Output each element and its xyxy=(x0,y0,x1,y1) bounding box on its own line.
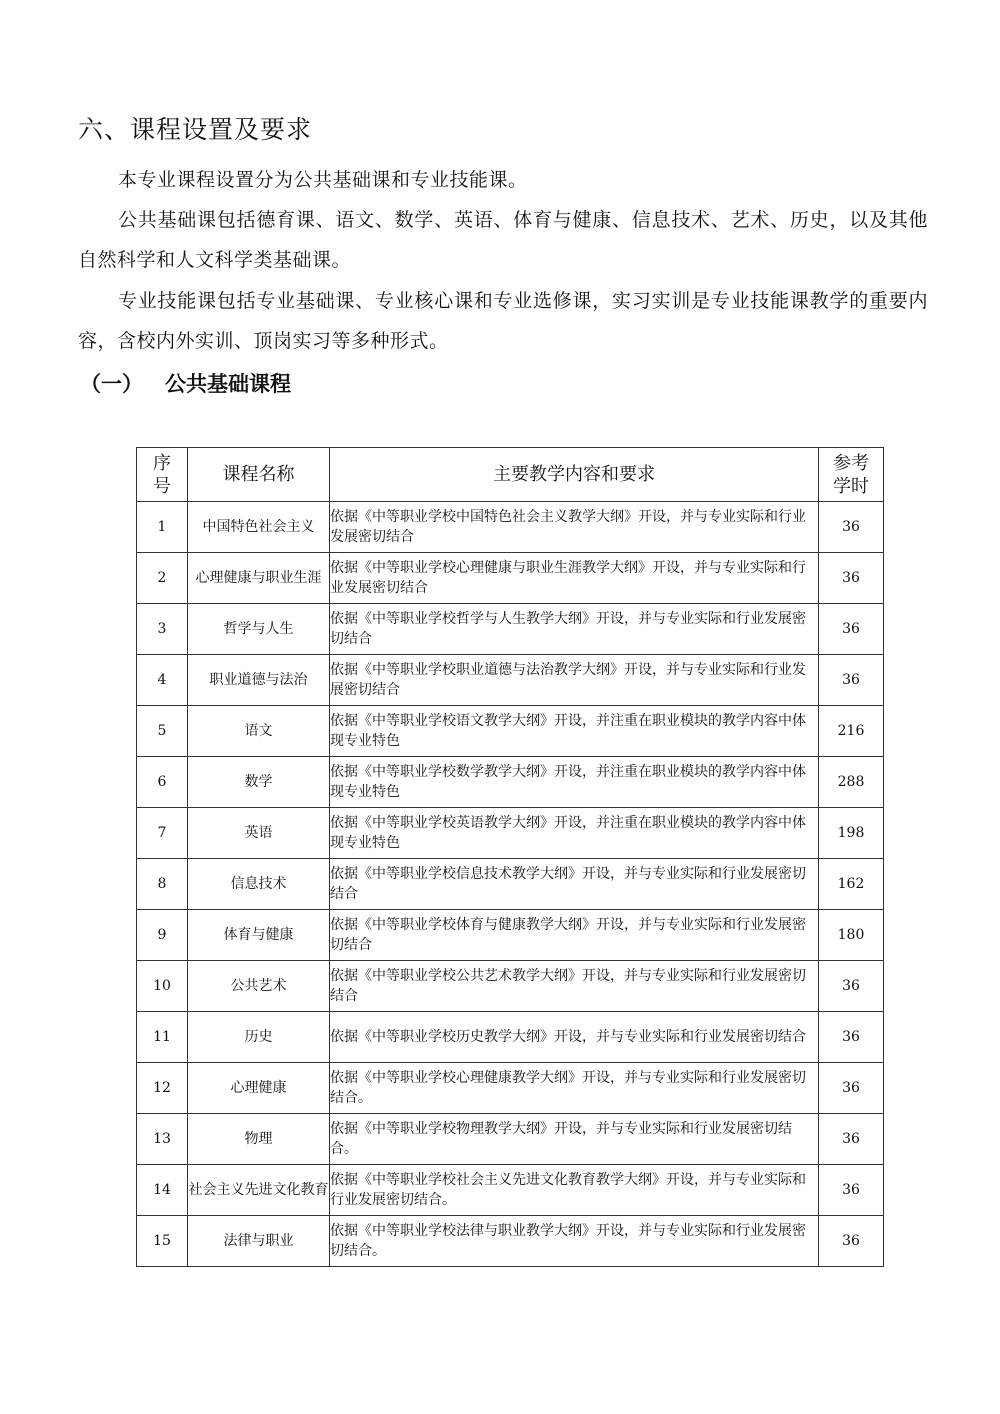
cell-course-name: 数学 xyxy=(188,757,330,808)
table-row xyxy=(137,706,884,757)
cell-hours: 36 xyxy=(819,604,884,655)
cell-content: 依据《中等职业学校信息技术教学大纲》开设，并与专业实际和行业发展密切结合 xyxy=(330,859,819,910)
cell-number: 8 xyxy=(137,859,188,910)
cell-number: 2 xyxy=(137,553,188,604)
cell-content: 依据《中等职业学校英语教学大纲》开设，并注重在职业模块的教学内容中体现专业特色 xyxy=(330,808,819,859)
table-row xyxy=(137,1012,884,1063)
cell-hours: 36 xyxy=(819,655,884,706)
cell-course-name: 哲学与人生 xyxy=(188,604,330,655)
table-row xyxy=(137,1165,884,1216)
section-title: 公共基础课程 xyxy=(165,372,291,396)
section-heading xyxy=(80,366,291,402)
cell-course-name: 中国特色社会主义 xyxy=(188,502,330,553)
cell-course-name: 心理健康 xyxy=(188,1063,330,1114)
table-body xyxy=(137,502,884,1267)
cell-hours: 162 xyxy=(819,859,884,910)
cell-number: 11 xyxy=(137,1012,188,1063)
table-header-row xyxy=(137,448,884,502)
cell-content: 依据《中等职业学校物理教学大纲》开设，并与专业实际和行业发展密切结合。 xyxy=(330,1114,819,1165)
cell-number: 4 xyxy=(137,655,188,706)
cell-course-name: 物理 xyxy=(188,1114,330,1165)
cell-course-name: 语文 xyxy=(188,706,330,757)
cell-hours: 180 xyxy=(819,910,884,961)
cell-course-name: 职业道德与法治 xyxy=(188,655,330,706)
header-content: 主要教学内容和要求 xyxy=(330,448,819,502)
header-course-name: 课程名称 xyxy=(188,448,330,502)
cell-course-name: 社会主义先进文化教育 xyxy=(188,1165,330,1216)
cell-hours: 36 xyxy=(819,1216,884,1267)
cell-content: 依据《中等职业学校中国特色社会主义教学大纲》开设，并与专业实际和行业发展密切结合 xyxy=(330,502,819,553)
cell-number: 12 xyxy=(137,1063,188,1114)
cell-content: 依据《中等职业学校历史教学大纲》开设，并与专业实际和行业发展密切结合 xyxy=(330,1012,819,1063)
table-row xyxy=(137,808,884,859)
table-row xyxy=(137,655,884,706)
cell-number: 3 xyxy=(137,604,188,655)
header-no: 序号 xyxy=(137,448,188,502)
cell-hours: 36 xyxy=(819,961,884,1012)
cell-content: 依据《中等职业学校体育与健康教学大纲》开设，并与专业实际和行业发展密切结合 xyxy=(330,910,819,961)
cell-content: 依据《中等职业学校数学教学大纲》开设，并注重在职业模块的教学内容中体现专业特色 xyxy=(330,757,819,808)
cell-number: 14 xyxy=(137,1165,188,1216)
section-number: （一） xyxy=(80,372,143,396)
cell-content: 依据《中等职业学校公共艺术教学大纲》开设，并与专业实际和行业发展密切结合 xyxy=(330,961,819,1012)
cell-content: 依据《中等职业学校语文教学大纲》开设，并注重在职业模块的教学内容中体现专业特色 xyxy=(330,706,819,757)
cell-course-name: 体育与健康 xyxy=(188,910,330,961)
cell-number: 9 xyxy=(137,910,188,961)
cell-hours: 36 xyxy=(819,1063,884,1114)
cell-course-name: 公共艺术 xyxy=(188,961,330,1012)
paragraph-professional-skill-courses: 专业技能课包括专业基础课、专业核心课和专业选修课，实习实训是专业技能课教学的重要内容，含校内外实训、顶岗实习等多种形式。 xyxy=(78,290,928,352)
cell-content: 依据《中等职业学校社会主义先进文化教育教学大纲》开设，并与专业实际和行业发展密切结合。 xyxy=(330,1165,819,1216)
cell-hours: 216 xyxy=(819,706,884,757)
paragraph-public-basic-courses: 公共基础课包括德育课、语文、数学、英语、体育与健康、信息技术、艺术、历史，以及其他自然科学和人文科学类基础课。 xyxy=(78,209,928,271)
table-row xyxy=(137,1216,884,1267)
table-row xyxy=(137,1114,884,1165)
cell-hours: 198 xyxy=(819,808,884,859)
cell-hours: 36 xyxy=(819,553,884,604)
cell-content: 依据《中等职业学校法律与职业教学大纲》开设，并与专业实际和行业发展密切结合。 xyxy=(330,1216,819,1267)
table-row xyxy=(137,553,884,604)
page-title: 六、课程设置及要求 xyxy=(78,115,313,144)
table-row xyxy=(137,757,884,808)
table-row xyxy=(137,1063,884,1114)
cell-content: 依据《中等职业学校职业道德与法治教学大纲》开设，并与专业实际和行业发展密切结合 xyxy=(330,655,819,706)
cell-content: 依据《中等职业学校心理健康与职业生涯教学大纲》开设，并与专业实际和行业发展密切结合 xyxy=(330,553,819,604)
table-row xyxy=(137,910,884,961)
cell-content: 依据《中等职业学校心理健康教学大纲》开设，并与专业实际和行业发展密切结合。 xyxy=(330,1063,819,1114)
cell-hours: 36 xyxy=(819,502,884,553)
cell-number: 1 xyxy=(137,502,188,553)
cell-course-name: 英语 xyxy=(188,808,330,859)
cell-hours: 36 xyxy=(819,1012,884,1063)
table-row xyxy=(137,961,884,1012)
table-row xyxy=(137,502,884,553)
cell-course-name: 历史 xyxy=(188,1012,330,1063)
table-row xyxy=(137,604,884,655)
cell-number: 5 xyxy=(137,706,188,757)
cell-course-name: 信息技术 xyxy=(188,859,330,910)
cell-hours: 36 xyxy=(819,1114,884,1165)
course-table xyxy=(136,447,884,1267)
cell-number: 6 xyxy=(137,757,188,808)
cell-number: 15 xyxy=(137,1216,188,1267)
table-row xyxy=(137,859,884,910)
cell-number: 13 xyxy=(137,1114,188,1165)
header-hours: 参考学时 xyxy=(819,448,884,502)
cell-course-name: 心理健康与职业生涯 xyxy=(188,553,330,604)
cell-number: 10 xyxy=(137,961,188,1012)
cell-course-name: 法律与职业 xyxy=(188,1216,330,1267)
paragraph-course-overview: 本专业课程设置分为公共基础课和专业技能课。 xyxy=(118,169,528,191)
cell-hours: 288 xyxy=(819,757,884,808)
cell-number: 7 xyxy=(137,808,188,859)
cell-hours: 36 xyxy=(819,1165,884,1216)
cell-content: 依据《中等职业学校哲学与人生教学大纲》开设，并与专业实际和行业发展密切结合 xyxy=(330,604,819,655)
